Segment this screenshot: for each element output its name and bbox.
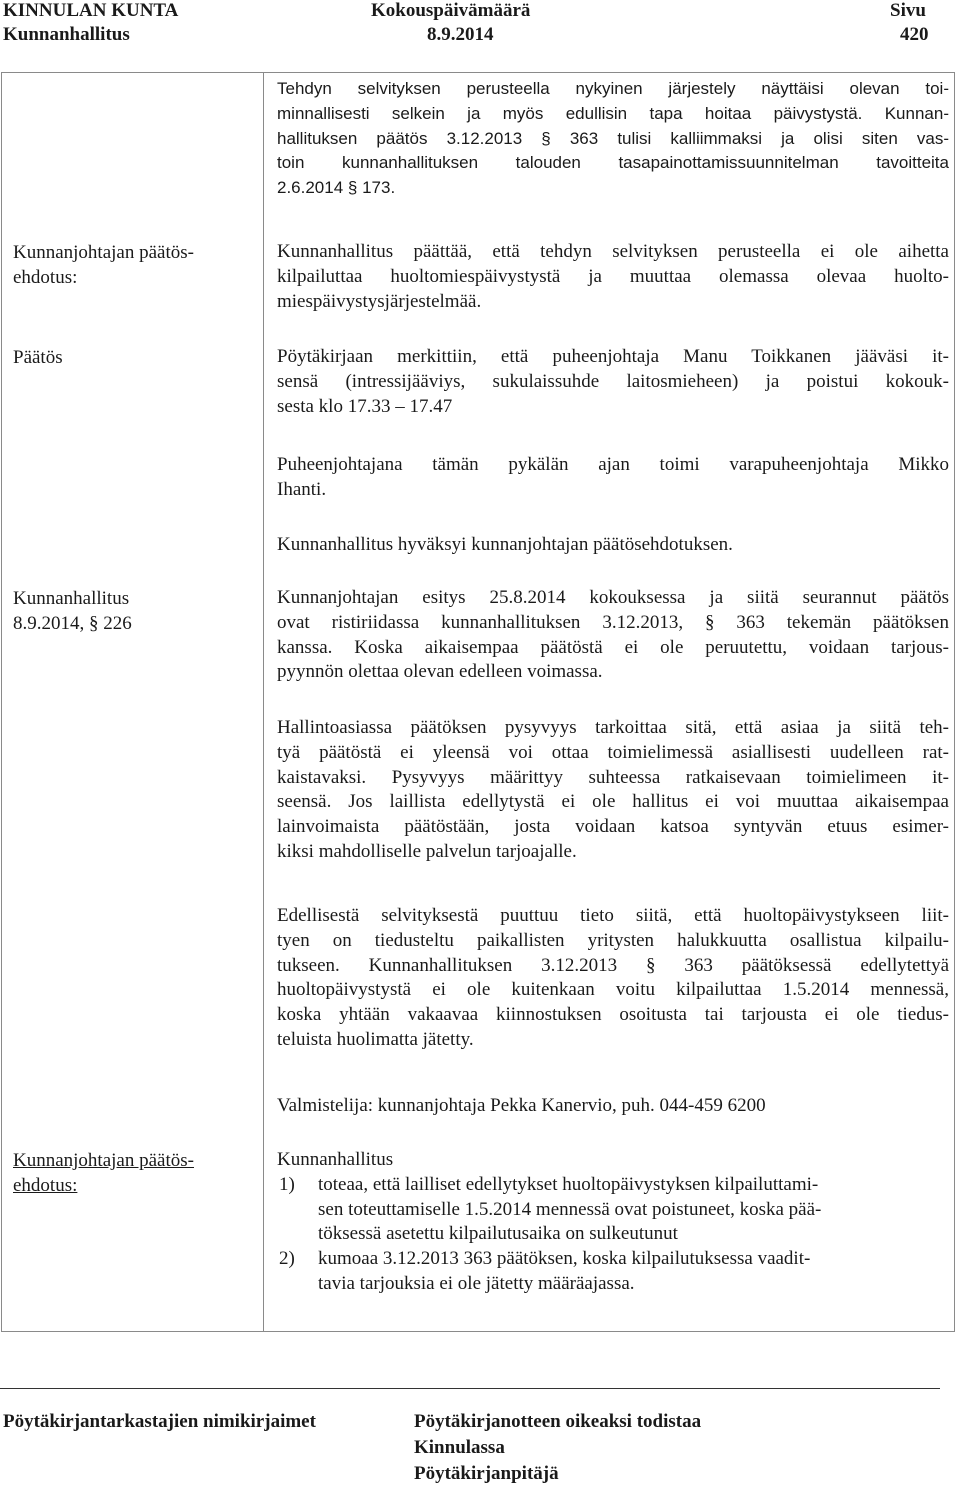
text-line: 2.6.2014 § 173. [277,178,396,198]
text-line: Tehdyn selvityksen perusteella nykyinen järjestely näyttäisi olevan toi- [277,79,949,98]
text-line: kumoaa 3.12.2013 363 päätöksen, koska kilpailutuksessa vaadit- [318,1248,811,1270]
footer-initials-label: Pöytäkirjantarkastajien nimikirjaimet [3,1411,316,1432]
body-name: Kunnanhallitus [3,24,130,45]
footer-rule [0,1388,940,1389]
text-line: toteaa, että lailliset edellytykset huoltopäivystyksen kilpailuttami- [318,1173,819,1195]
proposal-label-1 [13,240,253,290]
text-line: koska yhtään vakaavaa kiinnostuksen osoitusta tai tarjousta ei ole tiedus- [277,1004,949,1026]
proposal-label-2-line: Kunnanjohtajan päätös- [13,1150,194,1171]
text-line: lainvoimaista päätöstään, josta voidaan katsoa syntyvän etuus esimer- [277,816,949,838]
section-paragraph-1 [277,586,949,685]
proposal-2-content [277,1148,949,1297]
text-line: sen toteuttamiselle 1.5.2014 mennessä ovat poistuneet, koska pää- [318,1198,822,1220]
text-line: sesta klo 17.33 – 17.47 [277,395,453,417]
text-line: Valmistelija: kunnanjohtaja Pekka Kanervio, puh. 044-459 6200 [277,1095,766,1116]
meeting-date: 8.9.2014 [427,24,494,45]
text-line: Kunnanjohtajan esitys 25.8.2014 kokouksessa ja siitä seurannut päätös [277,587,949,608]
proposal-label-1-line: ehdotus: [13,267,78,288]
text-line: tyen on tiedusteltu paikallisten yritysten halukkuutta osallistua kilpailu- [277,929,949,951]
text-line: tukseen. Kunnanhallituksen 3.12.2013 § 363 päätöksessä edellytettyä [277,954,949,976]
date-label: Kokouspäivämäärä [371,0,531,21]
text-line: Kunnanhallitus päättää, että tehdyn selvityksen perusteella ei ole aihetta [277,241,949,262]
proposal-2-lead: Kunnanhallitus [277,1149,394,1170]
list-item-number: 2) [279,1248,295,1270]
text-line: Pöytäkirjaan merkittiin, että puheenjohtaja Manu Toikkanen jääväsi it- [277,346,949,367]
decision-paragraph-1 [277,345,949,419]
section-reference-line: Kunnanhallitus [13,588,130,609]
list-item [277,1247,949,1297]
section-paragraph-2 [277,716,949,865]
proposal-label-2 [13,1148,253,1198]
text-line: tavia tarjouksia ei ole jätetty määräajassa. [318,1272,635,1294]
page-label: Sivu [890,0,926,21]
intro-paragraph [277,77,949,201]
page-number: 420 [900,24,929,45]
text-line: seensä. Jos laillista edellytystä ei ole hallitus ei voi muuttaa aikaisempaa [277,791,949,813]
footer-secretary: Pöytäkirjanpitäjä [414,1463,559,1484]
proposal-label-2-line: ehdotus: [13,1175,78,1196]
proposal-label-1-line: Kunnanjohtajan päätös- [13,242,194,263]
text-line: tyä päätöstä ei yleensä voi ottaa toimielimessä asiallisesti uudelleen rat- [277,741,949,763]
text-line: miespäivystysjärjestelmää. [277,290,482,312]
decision-label: Päätös [13,347,63,368]
text-line: Ihanti. [277,478,327,500]
text-line: toin kunnanhallituksen talouden tasapainottamissuunnitelman tavoitteita [277,153,949,173]
section-reference-label [13,586,253,636]
footer-place: Kinnulassa [414,1437,505,1458]
text-line: sensä (intressijääviys, sukulaissuhde laitosmieheen) ja poistui kokouk- [277,370,949,392]
text-line: kiksi mahdolliselle palvelun tarjoajalle. [277,840,577,862]
text-line: töksessä asetettu kilpailutusaika on sulkeutunut [318,1223,678,1245]
section-paragraph-3 [277,904,949,1053]
text-line: hallituksen päätös 3.12.2013 § 363 tulisi kalliimmaksi ja olisi siten vas- [277,128,949,148]
municipality-name: KINNULAN KUNTA [3,0,179,21]
list-item [277,1173,949,1247]
proposal-1-text [277,240,949,314]
text-line: teluista huolimatta jätetty. [277,1028,474,1050]
list-item-number: 1) [279,1173,295,1195]
text-line: kaistavaksi. Pysyvyys määrittyy suhteessa ratkaisevaan toimielimeen it- [277,766,949,788]
text-line: kanssa. Koska aikaisempaa päätöstä ei ole peruutettu, voidaan tarjous- [277,636,949,658]
text-line: Kunnanhallitus hyväksyi kunnanjohtajan päätösehdotuksen. [277,534,733,555]
decision-paragraph-3 [277,533,949,558]
text-line: kilpailuttaa huoltomiespäivystystä ja muuttaa olemassa olevaa huolto- [277,265,949,287]
text-line: Hallintoasiassa päätöksen pysyvyys tarkoittaa sitä, että asiaa ja siitä teh- [277,717,949,738]
text-line: pyynnön olettaa olevan edelleen voimassa. [277,661,603,683]
text-line: minnallisesti selkein ja myös edullisin tapa hoitaa päivystystä. Kunnan- [277,103,949,123]
preparer-line [277,1094,949,1119]
text-line: Puheenjohtajana tämän pykälän ajan toimi varapuheenjohtaja Mikko [277,454,949,475]
decision-paragraph-2 [277,453,949,503]
column-divider [263,72,264,1332]
section-reference-line: 8.9.2014, § 226 [13,613,132,634]
text-line: ovat ristiriidassa kunnanhallituksen 3.12.2013, § 363 tekemän päätöksen [277,611,949,633]
text-line: Edellisestä selvityksestä puuttuu tieto siitä, että huoltopäivystykseen liit- [277,905,949,926]
footer-certify-label: Pöytäkirjanotteen oikeaksi todistaa [414,1411,702,1432]
text-line: huoltopäivystystä ei ole kuitenkaan voitu kilpailuttaa 1.5.2014 mennessä, [277,979,949,1001]
